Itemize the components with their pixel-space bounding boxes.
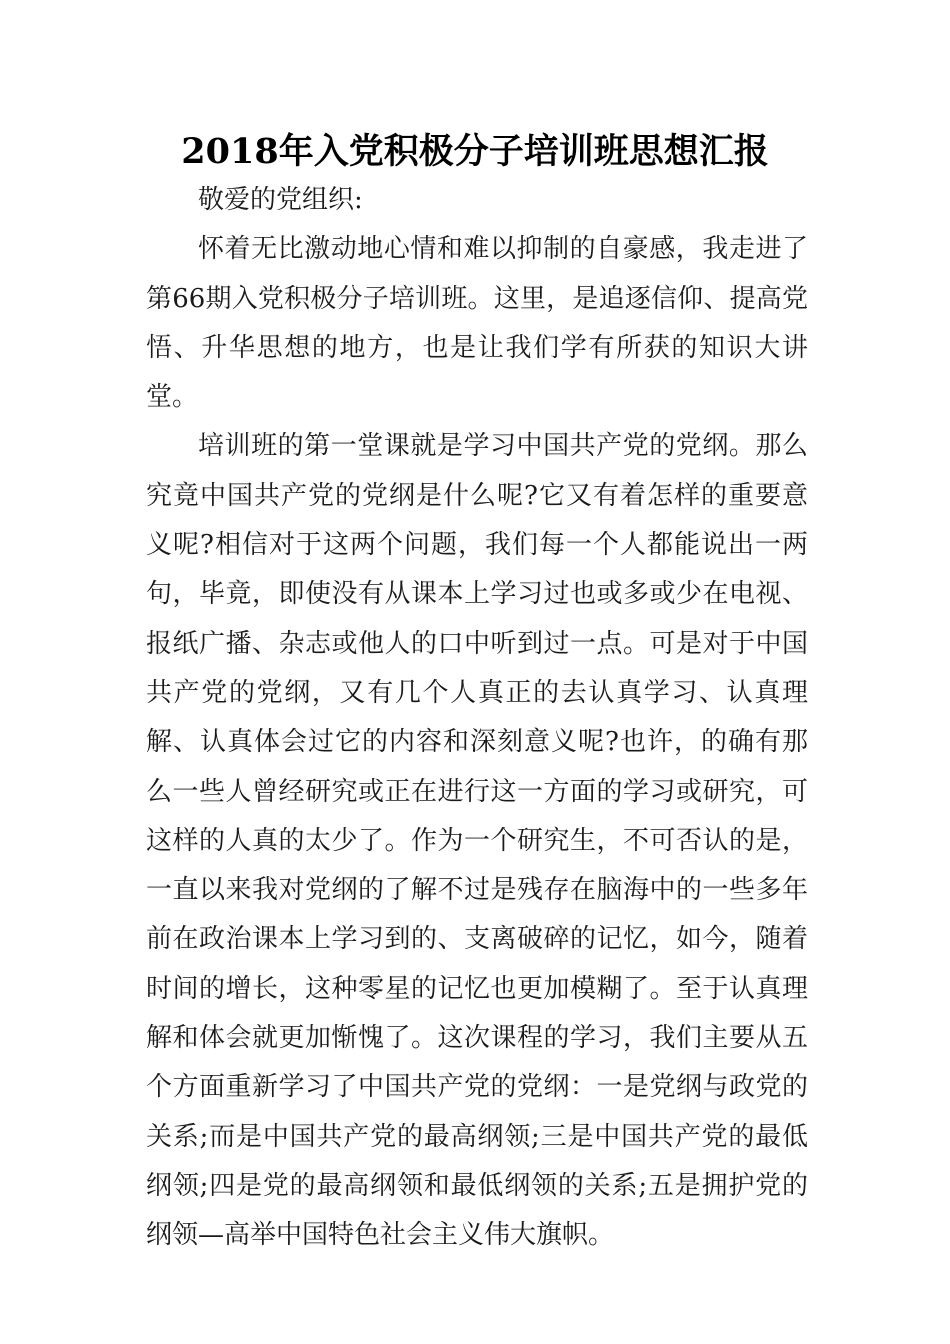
paragraph-party-program: 培训班的第一堂课就是学习中国共产党的党纲。那么究竟中国共产党的党纲是什么呢?它又有着怎样的重要意义呢?相信对于这两个问题，我们每一个人都能说出一两句，毕竟，即使没有从课本上学习过也或多或少在电视、报纸广播、杂志或他人的口中听到过一点。可是对于中国共产党的党纲，又有几个人真正的去认真学习、认真理解、认真体会过它的内容和深刻意义呢?也许，的确有那么一些人曾经研究或正在进行这一方面的学习或研究，可这样的人真的太少了。作为一个研究生，不可否认的是，一直以来我对党纲的了解不过是残存在脑海中的一些多年前在政治课本上学习到的、支离破碎的记忆，如今，随着时间的增长，这种零星的记忆也更加模糊了。至于认真理解和体会就更加惭愧了。这次课程的学习，我们主要从五个方面重新学习了中国共产党的党纲：一是党纲与政党的关系;而是中国共产党的最高纲领;三是中国共产党的最低纲领;四是党的最高纲领和最低纲领的关系;五是拥护党的纲领—高举中国特色社会主义伟大旗帜。 — [146, 431, 808, 1251]
paragraph-intro: 怀着无比激动地心情和难以抑制的自豪感，我走进了第66期入党积极分子培训班。这里，是追逐信仰、提高党悟、升华思想的地方，也是让我们学有所获的知识大讲堂。 — [146, 234, 808, 413]
salutation: 敬爱的党组织: — [198, 185, 363, 215]
document-title: 2018年入党积极分子培训班思想汇报 — [181, 131, 769, 172]
document-body — [146, 176, 808, 1261]
